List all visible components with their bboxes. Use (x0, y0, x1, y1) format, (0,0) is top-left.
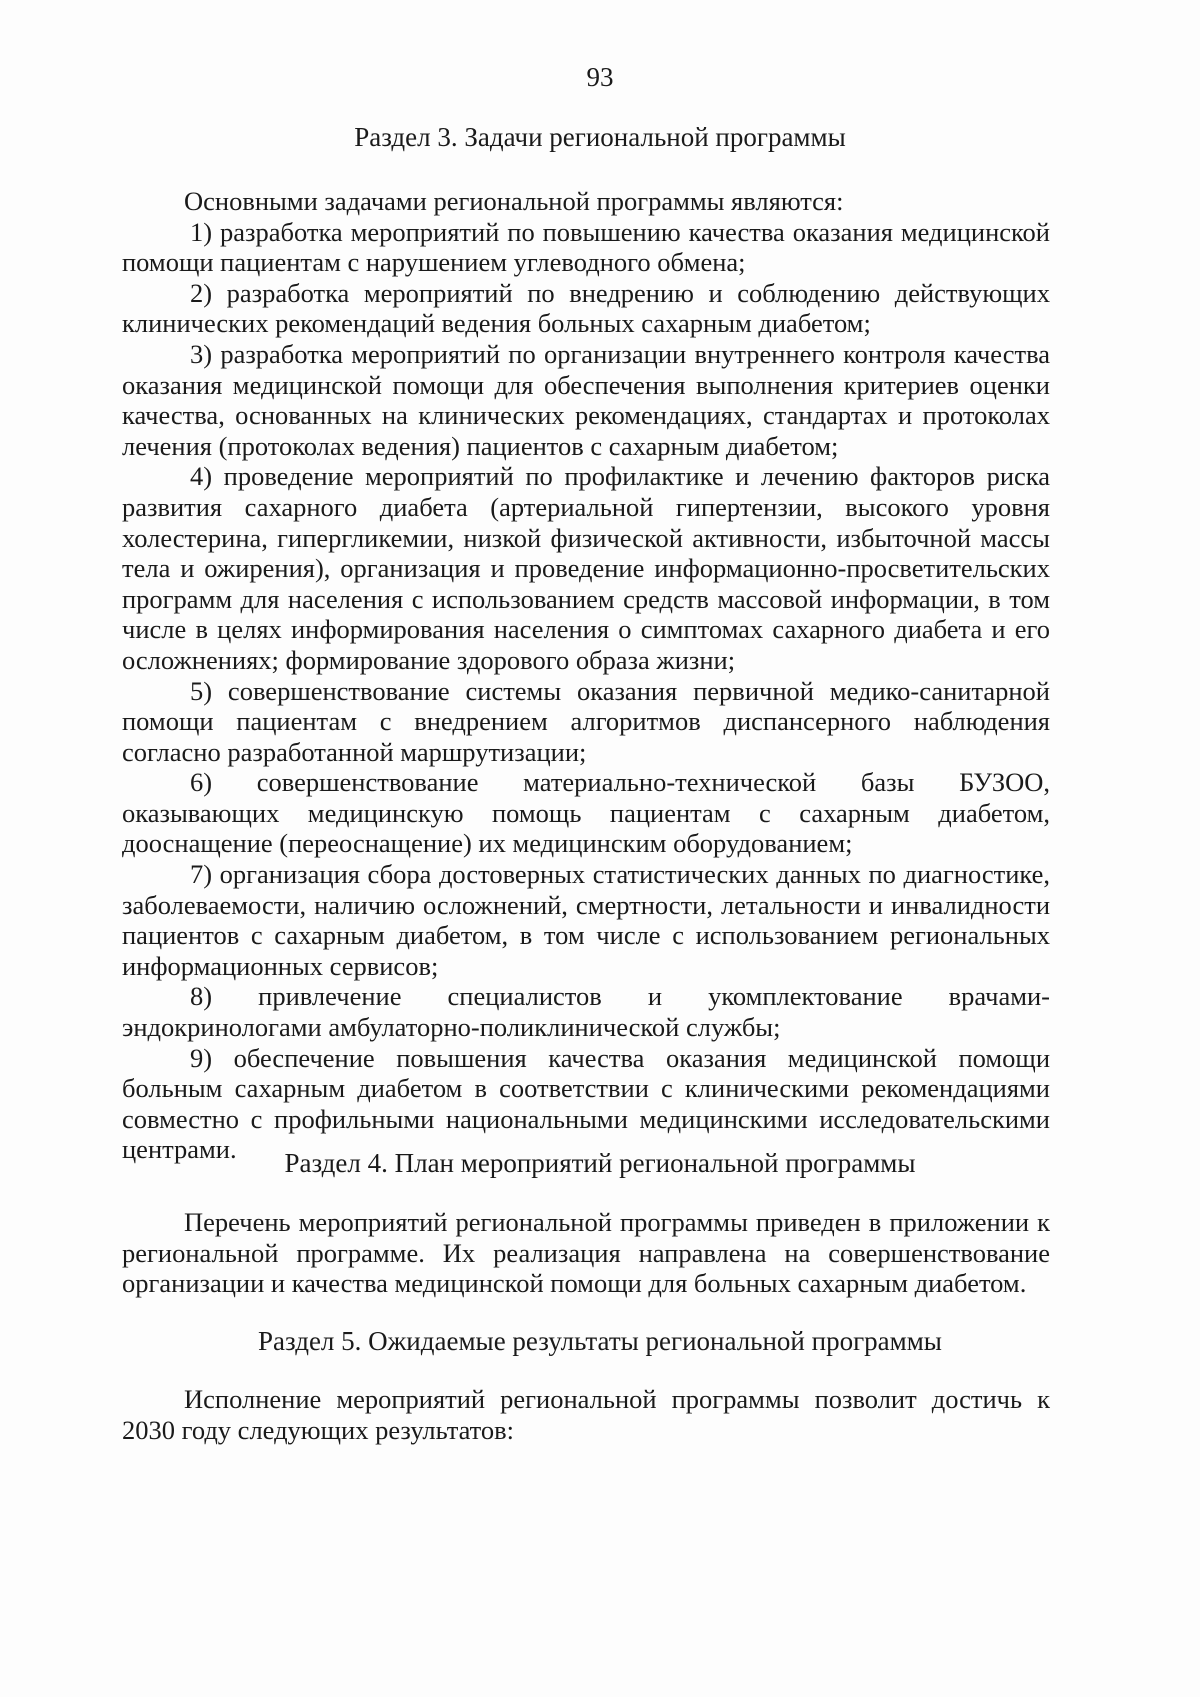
task-item-7: 7) организация сбора достоверных статистических данных по диагностике, заболеваемости, наличию осложнений, смертности, летальности и инвалидности пациентов с сахарным диабетом, в том числе с использованием региональных информационных сервисов; (122, 859, 1050, 981)
section-4-text: Перечень мероприятий региональной программы приведен в приложении к региональной программе. Их реализация направлена на совершенствование организации и качества медицинской помощи для больных сахарным диабетом. (122, 1207, 1050, 1299)
section-4-title: Раздел 4. План мероприятий региональной программы (284, 1148, 916, 1178)
section-3-body (122, 186, 1050, 1165)
task-item-6: 6) совершенствование материально-технической базы БУЗОО, оказывающих медицинскую помощь пациентам с сахарным диабетом, дооснащение (переоснащение) их медицинским оборудованием; (122, 767, 1050, 859)
task-item-4: 4) проведение мероприятий по профилактике и лечению факторов риска развития сахарного диабета (артериальной гипертензии, высокого уровня холестерина, гипергликемии, низкой физической активности, избыточной массы тела и ожирения), организация и проведение информационно-просветительских программ для населения с использованием средств массовой информации, в том числе в целях информирования населения о симптомах сахарного диабета и его осложнениях; формирование здорового образа жизни; (122, 461, 1050, 675)
section-4-body (122, 1207, 1050, 1299)
task-item-8: 8) привлечение специалистов и укомплектование врачами-эндокринологами амбулаторно-поликлинической службы; (122, 981, 1050, 1043)
task-item-1: 1) разработка мероприятий по повышению качества оказания медицинской помощи пациентам с нарушением углеводного обмена; (122, 216, 1050, 278)
page-number: 93 (586, 62, 614, 92)
section-5-body (122, 1384, 1050, 1445)
task-item-2: 2) разработка мероприятий по внедрению и соблюдению действующих клинических рекомендаций ведения больных сахарным диабетом; (122, 277, 1050, 339)
task-item-9: 9) обеспечение повышения качества оказания медицинской помощи больным сахарным диабетом в соответствии с клиническими рекомендациями совместно с профильными национальными медицинскими исследовательскими центрами. (122, 1042, 1050, 1165)
task-item-5: 5) совершенствование системы оказания первичной медико-санитарной помощи пациентам с внедрением алгоритмов диспансерного наблюдения согласно разработанной маршрутизации; (122, 675, 1050, 767)
section-5-text: Исполнение мероприятий региональной программы позволит достичь к 2030 году следующих результатов: (122, 1384, 1050, 1445)
task-item-3: 3) разработка мероприятий по организации внутреннего контроля качества оказания медицинской помощи для обеспечения выполнения критериев оценки качества, основанных на клинических рекомендациях, стандартах и протоколах лечения (протоколах ведения) пациентов с сахарным диабетом; (122, 338, 1050, 461)
section-5-title: Раздел 5. Ожидаемые результаты региональной программы (258, 1326, 942, 1356)
section-3-title: Раздел 3. Задачи региональной программы (354, 122, 846, 152)
section-3-intro: Основными задачами региональной программы являются: (184, 186, 844, 216)
